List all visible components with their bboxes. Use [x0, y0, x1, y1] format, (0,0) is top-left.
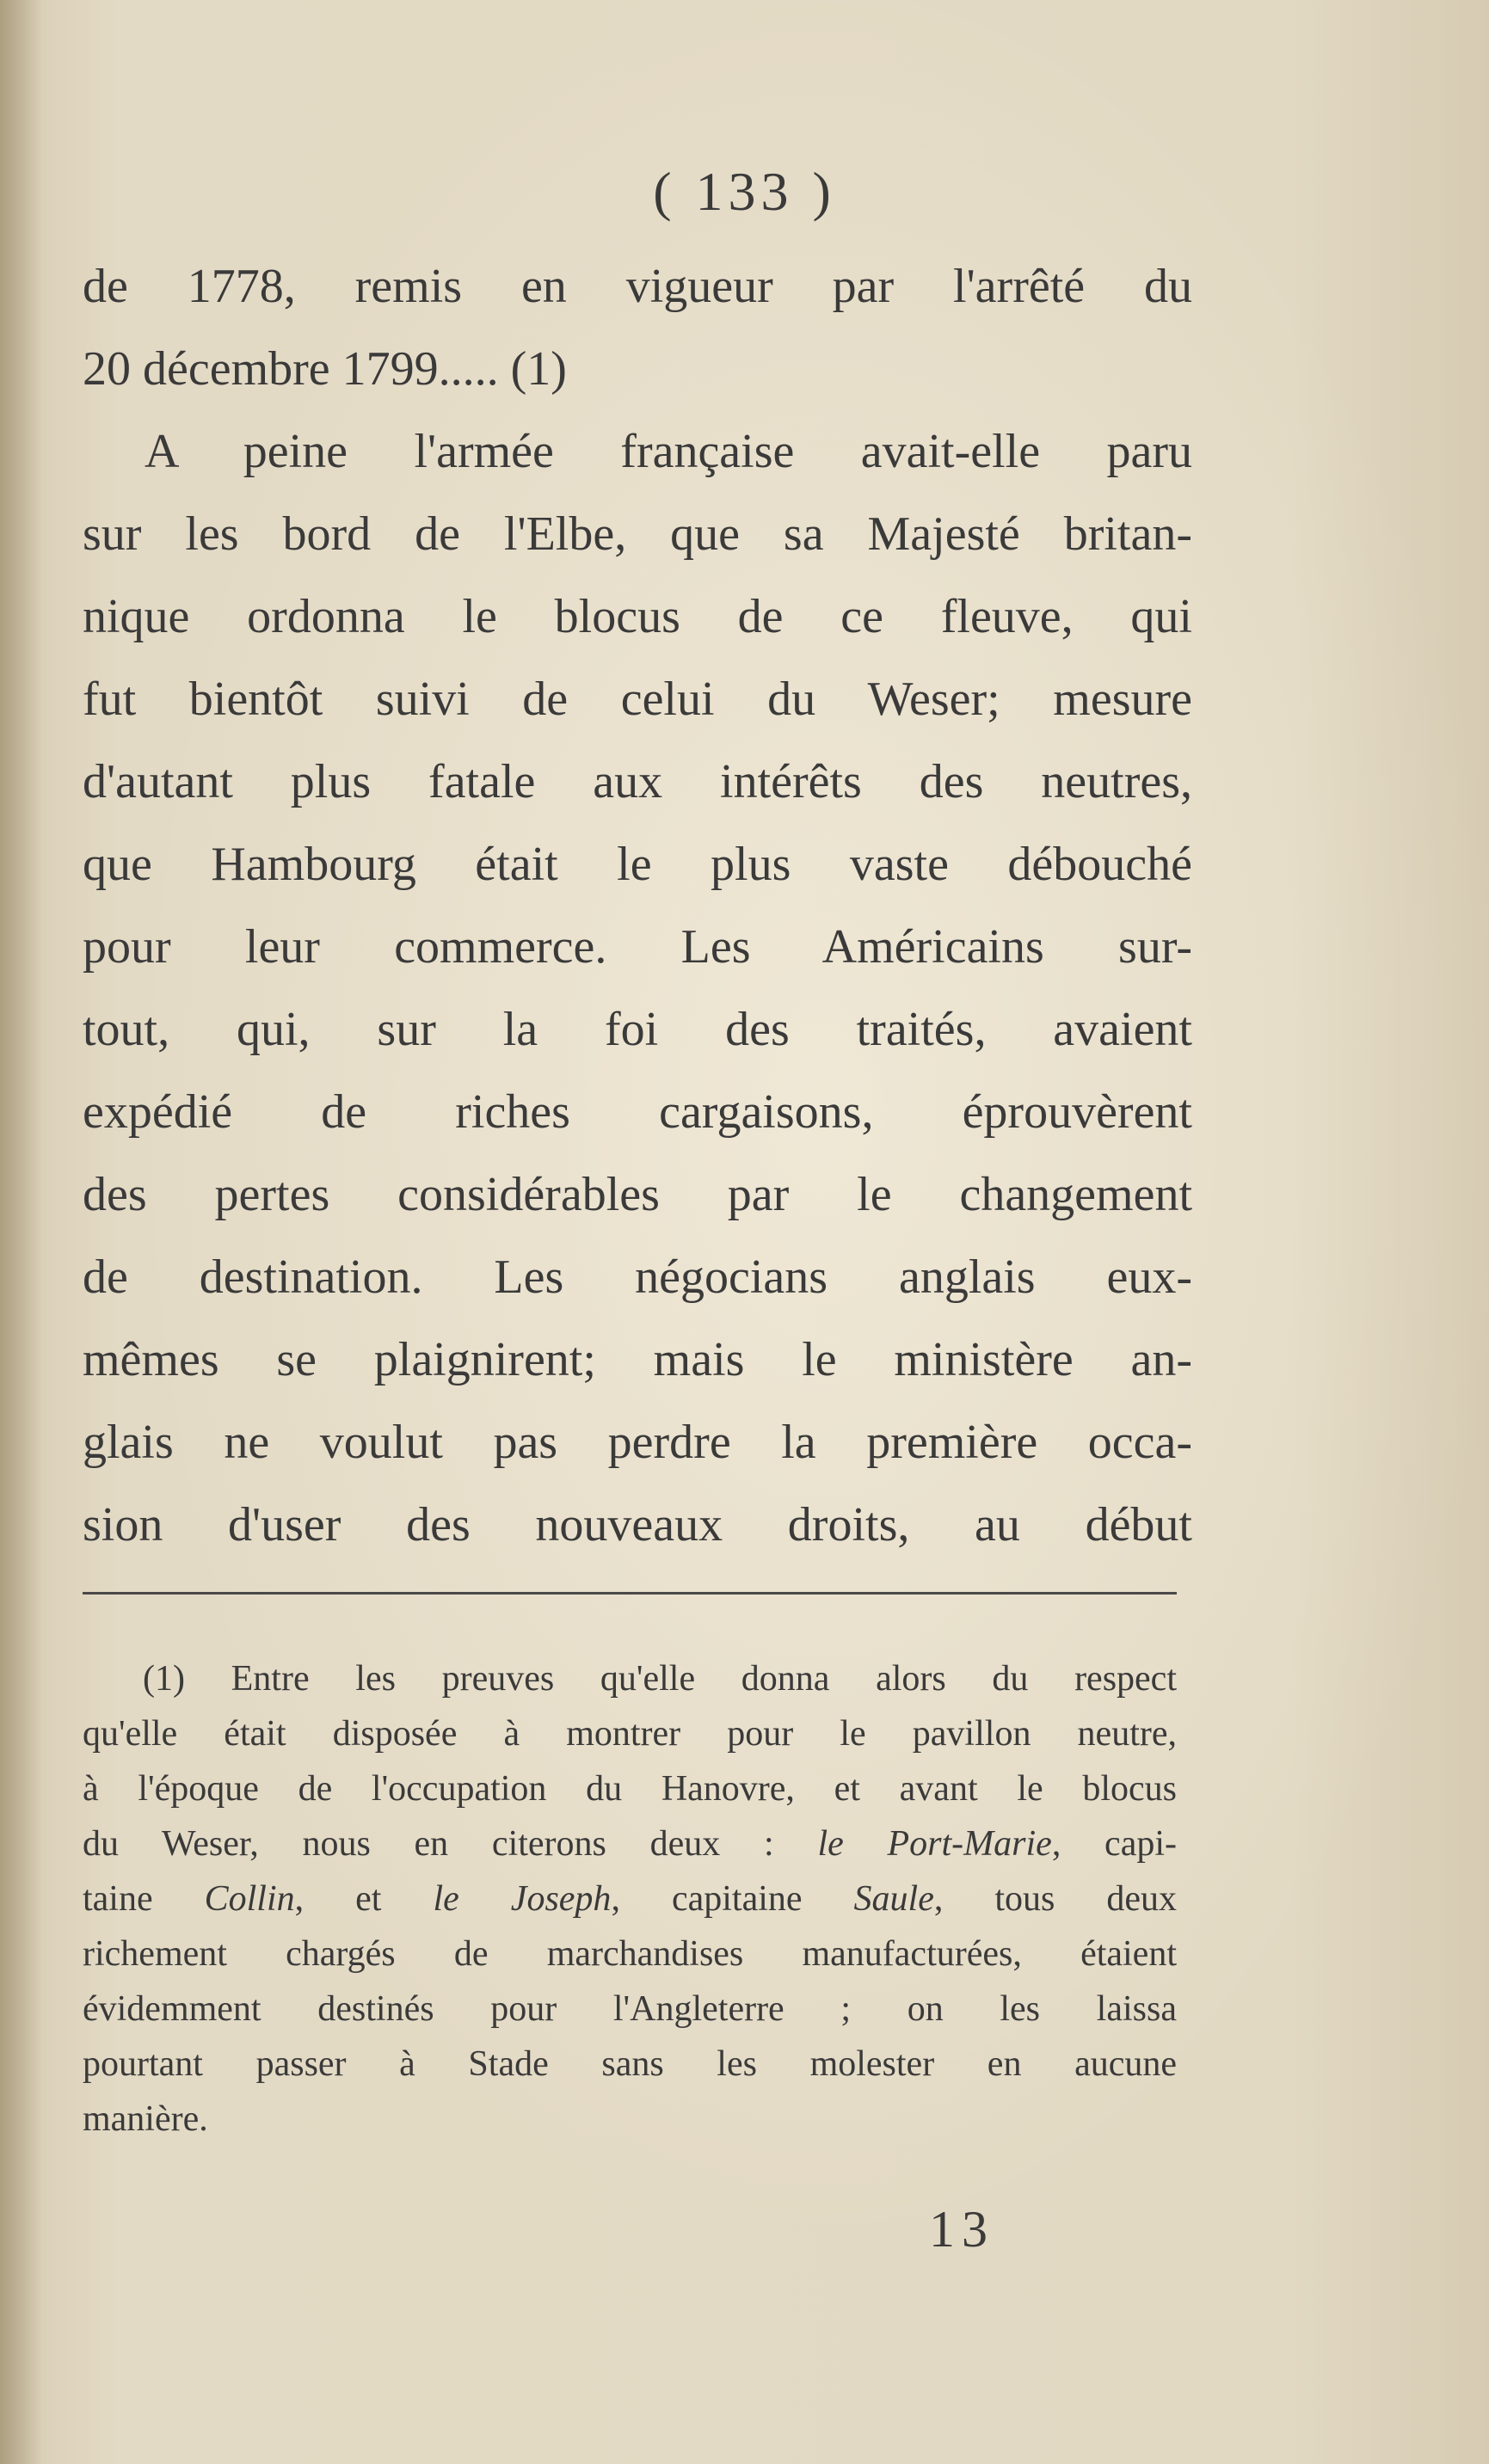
footnote-separator-rule: [83, 1592, 1177, 1595]
page-number-header: ( 133 ): [653, 161, 836, 222]
body-line: 20 décembre 1799..... (1): [83, 342, 567, 396]
footnote-text: taine: [83, 1879, 205, 1919]
body-line: que Hambourg était le plus vaste débouché: [83, 838, 1192, 891]
captain-name: Saule: [853, 1879, 934, 1919]
footnote-text: du Weser, nous en citerons deux :: [83, 1824, 818, 1864]
body-line: pour leur commerce. Les Américains sur-: [83, 920, 1192, 974]
body-line: sur les bord de l'Elbe, que sa Majesté britan-: [83, 507, 1192, 561]
page-gutter-shadow: [0, 0, 41, 2464]
footnote-line: (1) Entre les preuves qu'elle donna alors du respect: [143, 1659, 1177, 1699]
footnote-line: manière.: [83, 2099, 208, 2139]
footnote-line: pourtant passer à Stade sans les molester en aucune: [83, 2044, 1177, 2084]
body-line: expédié de riches cargaisons, éprouvèrent: [83, 1085, 1192, 1139]
body-line: A peine l'armée française avait-elle paru: [145, 425, 1192, 478]
body-line: fut bientôt suivi de celui du Weser; mesure: [83, 673, 1192, 726]
body-line: des pertes considérables par le changement: [83, 1168, 1192, 1221]
body-line: d'autant plus fatale aux intérêts des neutres,: [83, 755, 1192, 808]
ship-name: le Joseph: [433, 1879, 612, 1919]
footnote-line: évidemment destinés pour l'Angleterre ; on les laissa: [83, 1989, 1177, 2029]
captain-name: Collin: [204, 1879, 295, 1919]
footnote-text: , capitaine: [611, 1879, 854, 1919]
footnote-line: à l'époque de l'occupation du Hanovre, et avant le blocus: [83, 1769, 1177, 1809]
footnote-line: qu'elle était disposée à montrer pour le pavillon neutre,: [83, 1714, 1177, 1754]
body-line: nique ordonna le blocus de ce fleuve, qui: [83, 590, 1192, 643]
body-line: mêmes se plaignirent; mais le ministère an-: [83, 1333, 1192, 1386]
footnote-text: , tous deux: [933, 1879, 1178, 1919]
body-line: glais ne voulut pas perdre la première occa-: [83, 1416, 1192, 1469]
ship-name: le Port-Marie: [817, 1824, 1052, 1864]
footnote-text: , et: [294, 1879, 434, 1919]
footnote-line: [83, 1818, 1177, 1870]
body-line: de destination. Les négocians anglais eux-: [83, 1250, 1192, 1304]
signature-mark: 13: [929, 2201, 994, 2258]
footnote-line: richement chargés de marchandises manufacturées, étaient: [83, 1934, 1177, 1974]
footnote-line: [83, 1873, 1177, 1925]
body-line: de 1778, remis en vigueur par l'arrêté du: [83, 260, 1192, 313]
footnote-text: , capi-: [1051, 1824, 1177, 1864]
body-line: tout, qui, sur la foi des traités, avaient: [83, 1003, 1192, 1056]
body-line: sion d'user des nouveaux droits, au début: [83, 1498, 1192, 1552]
